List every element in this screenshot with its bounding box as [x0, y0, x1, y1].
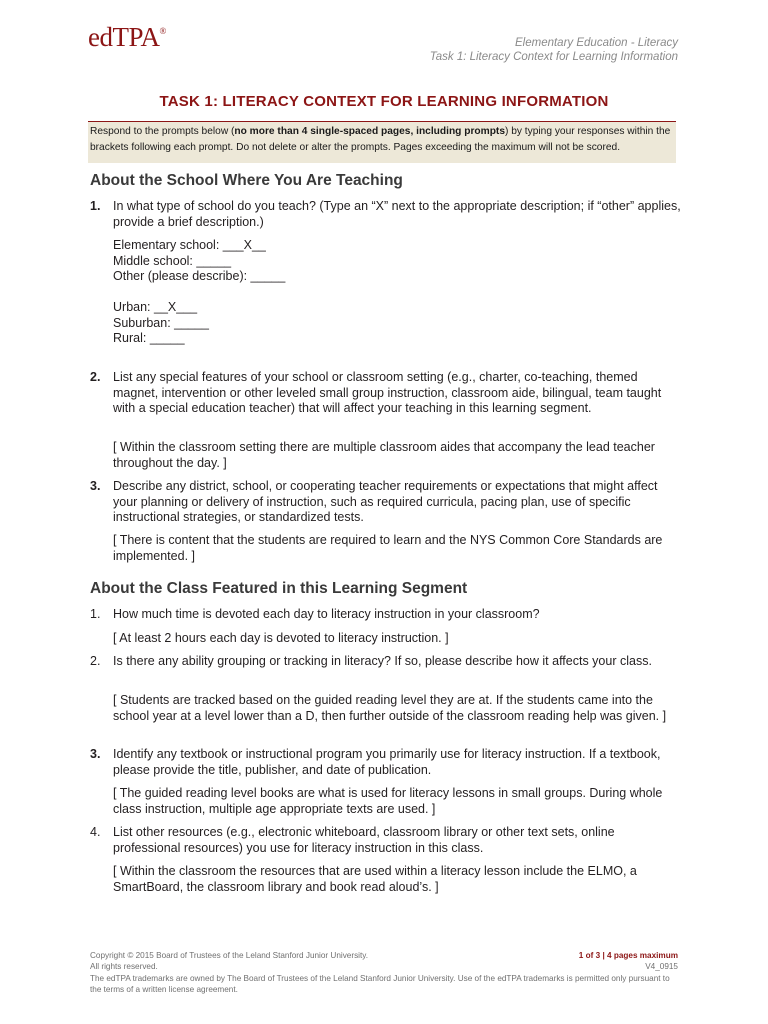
question-prompt: How much time is devoted each day to literacy instruction in your classroom? — [113, 607, 540, 621]
header-task: Task 1: Literacy Context for Learning Information — [429, 51, 678, 63]
header-info — [430, 36, 678, 64]
response-text[interactable]: [ At least 2 hours each day is devoted to literacy instruction. ] — [113, 631, 449, 645]
question-prompt: In what type of school do you teach? (Type an “X” next to the appropriate description; if “other” applies, provide a brief description.) — [113, 199, 681, 229]
question-number: 1. — [90, 607, 101, 621]
response-text[interactable]: [ Within the classroom the resources that are used within a literacy lesson include the ELMO, a SmartBoard, the classroom library and book read aloud’s. ] — [113, 864, 637, 894]
question-number: 3. — [90, 747, 101, 761]
question-number: 2. — [90, 654, 101, 668]
logo-registered-mark: ® — [159, 26, 166, 36]
answer-middle-school[interactable]: Middle school: _____ — [113, 254, 232, 268]
response-text[interactable]: [ The guided reading level books are what is used for literacy lessons in small groups. During whole class instruction, multiple age appropriate texts are used. ] — [113, 786, 663, 816]
question-number: 4. — [90, 825, 101, 839]
footer-copyright: Copyright © 2015 Board of Trustees of the Leland Stanford Junior University. — [90, 951, 369, 960]
answer-elementary-school[interactable]: Elementary school: ___X__ — [113, 238, 266, 252]
page-number: 1 of 3 | 4 pages maximum — [578, 951, 678, 960]
edtpa-logo — [88, 22, 166, 53]
footer-page-info — [579, 950, 678, 973]
version-label: V4_0915 — [645, 962, 678, 972]
header-subject: Elementary Education - Literacy — [515, 37, 678, 49]
question-prompt: Identify any textbook or instructional program you primarily use for literacy instruction. If a textbook, please provide the title, publisher, and date of publication. — [113, 747, 661, 777]
question-prompt: Describe any district, school, or cooperating teacher requirements or expectations that might affect your planning or delivery of instruction, such as required curricula, pacing plan, use of specific instructional strategies, or standardized tests. — [113, 479, 658, 524]
logo-text: edTPA — [88, 22, 160, 52]
notice-text-bold: no more than 4 single-spaced pages, including prompts — [234, 126, 505, 137]
footer-trademark: The edTPA trademarks are owned by The Board of Trustees of the Leland Stanford Junior University. Use of the edTPA trademarks is permitted only pursuant to the terms of a written license agreement. — [90, 973, 670, 994]
response-text[interactable]: [ There is content that the students are required to learn and the NYS Common Core Standards are implemented. ] — [113, 533, 663, 563]
answer-urban[interactable]: Urban: __X___ — [113, 300, 198, 314]
question-prompt: List other resources (e.g., electronic whiteboard, classroom library or other text sets, online professional resources) you use for literacy instruction in this class. — [113, 825, 615, 855]
response-text[interactable]: [ Within the classroom setting there are multiple classroom aides that accompany the lead teacher throughout the day. ] — [113, 440, 655, 470]
answer-rural[interactable]: Rural: _____ — [113, 331, 185, 345]
instructions-notice — [88, 121, 676, 163]
section-heading-school: About the School Where You Are Teaching — [90, 172, 403, 189]
question-number: 3. — [90, 479, 101, 493]
page-title: TASK 1: LITERACY CONTEXT FOR LEARNING INFORMATION — [159, 93, 609, 110]
notice-text-post: ) by typing your responses within the brackets following each prompt. Do not delete or alter the prompts. Pages exceeding the maximum will not be scored. — [90, 126, 671, 153]
answer-other-school[interactable]: Other (please describe): _____ — [113, 269, 286, 283]
footer-rights: All rights reserved. — [90, 962, 158, 972]
question-prompt: Is there any ability grouping or tracking in literacy? If so, please describe how it affects your class. — [113, 654, 652, 668]
question-number: 1. — [90, 199, 101, 213]
answer-suburban[interactable]: Suburban: _____ — [113, 316, 209, 330]
notice-text-pre: Respond to the prompts below ( — [90, 126, 235, 137]
question-prompt: List any special features of your school or classroom setting (e.g., charter, co-teaching, themed magnet, intervention or other leveled small group instruction, classroom aide, bilingual, team taught with a special education teacher) that will affect your teaching in this learning segment. — [113, 370, 662, 415]
section-heading-class: About the Class Featured in this Learning Segment — [90, 580, 468, 597]
response-text[interactable]: [ Students are tracked based on the guided reading level they are at. If the students came into the school year at a level lower than a D, then further outside of the classroom reading help was given. ] — [113, 693, 667, 723]
question-number: 2. — [90, 370, 101, 384]
